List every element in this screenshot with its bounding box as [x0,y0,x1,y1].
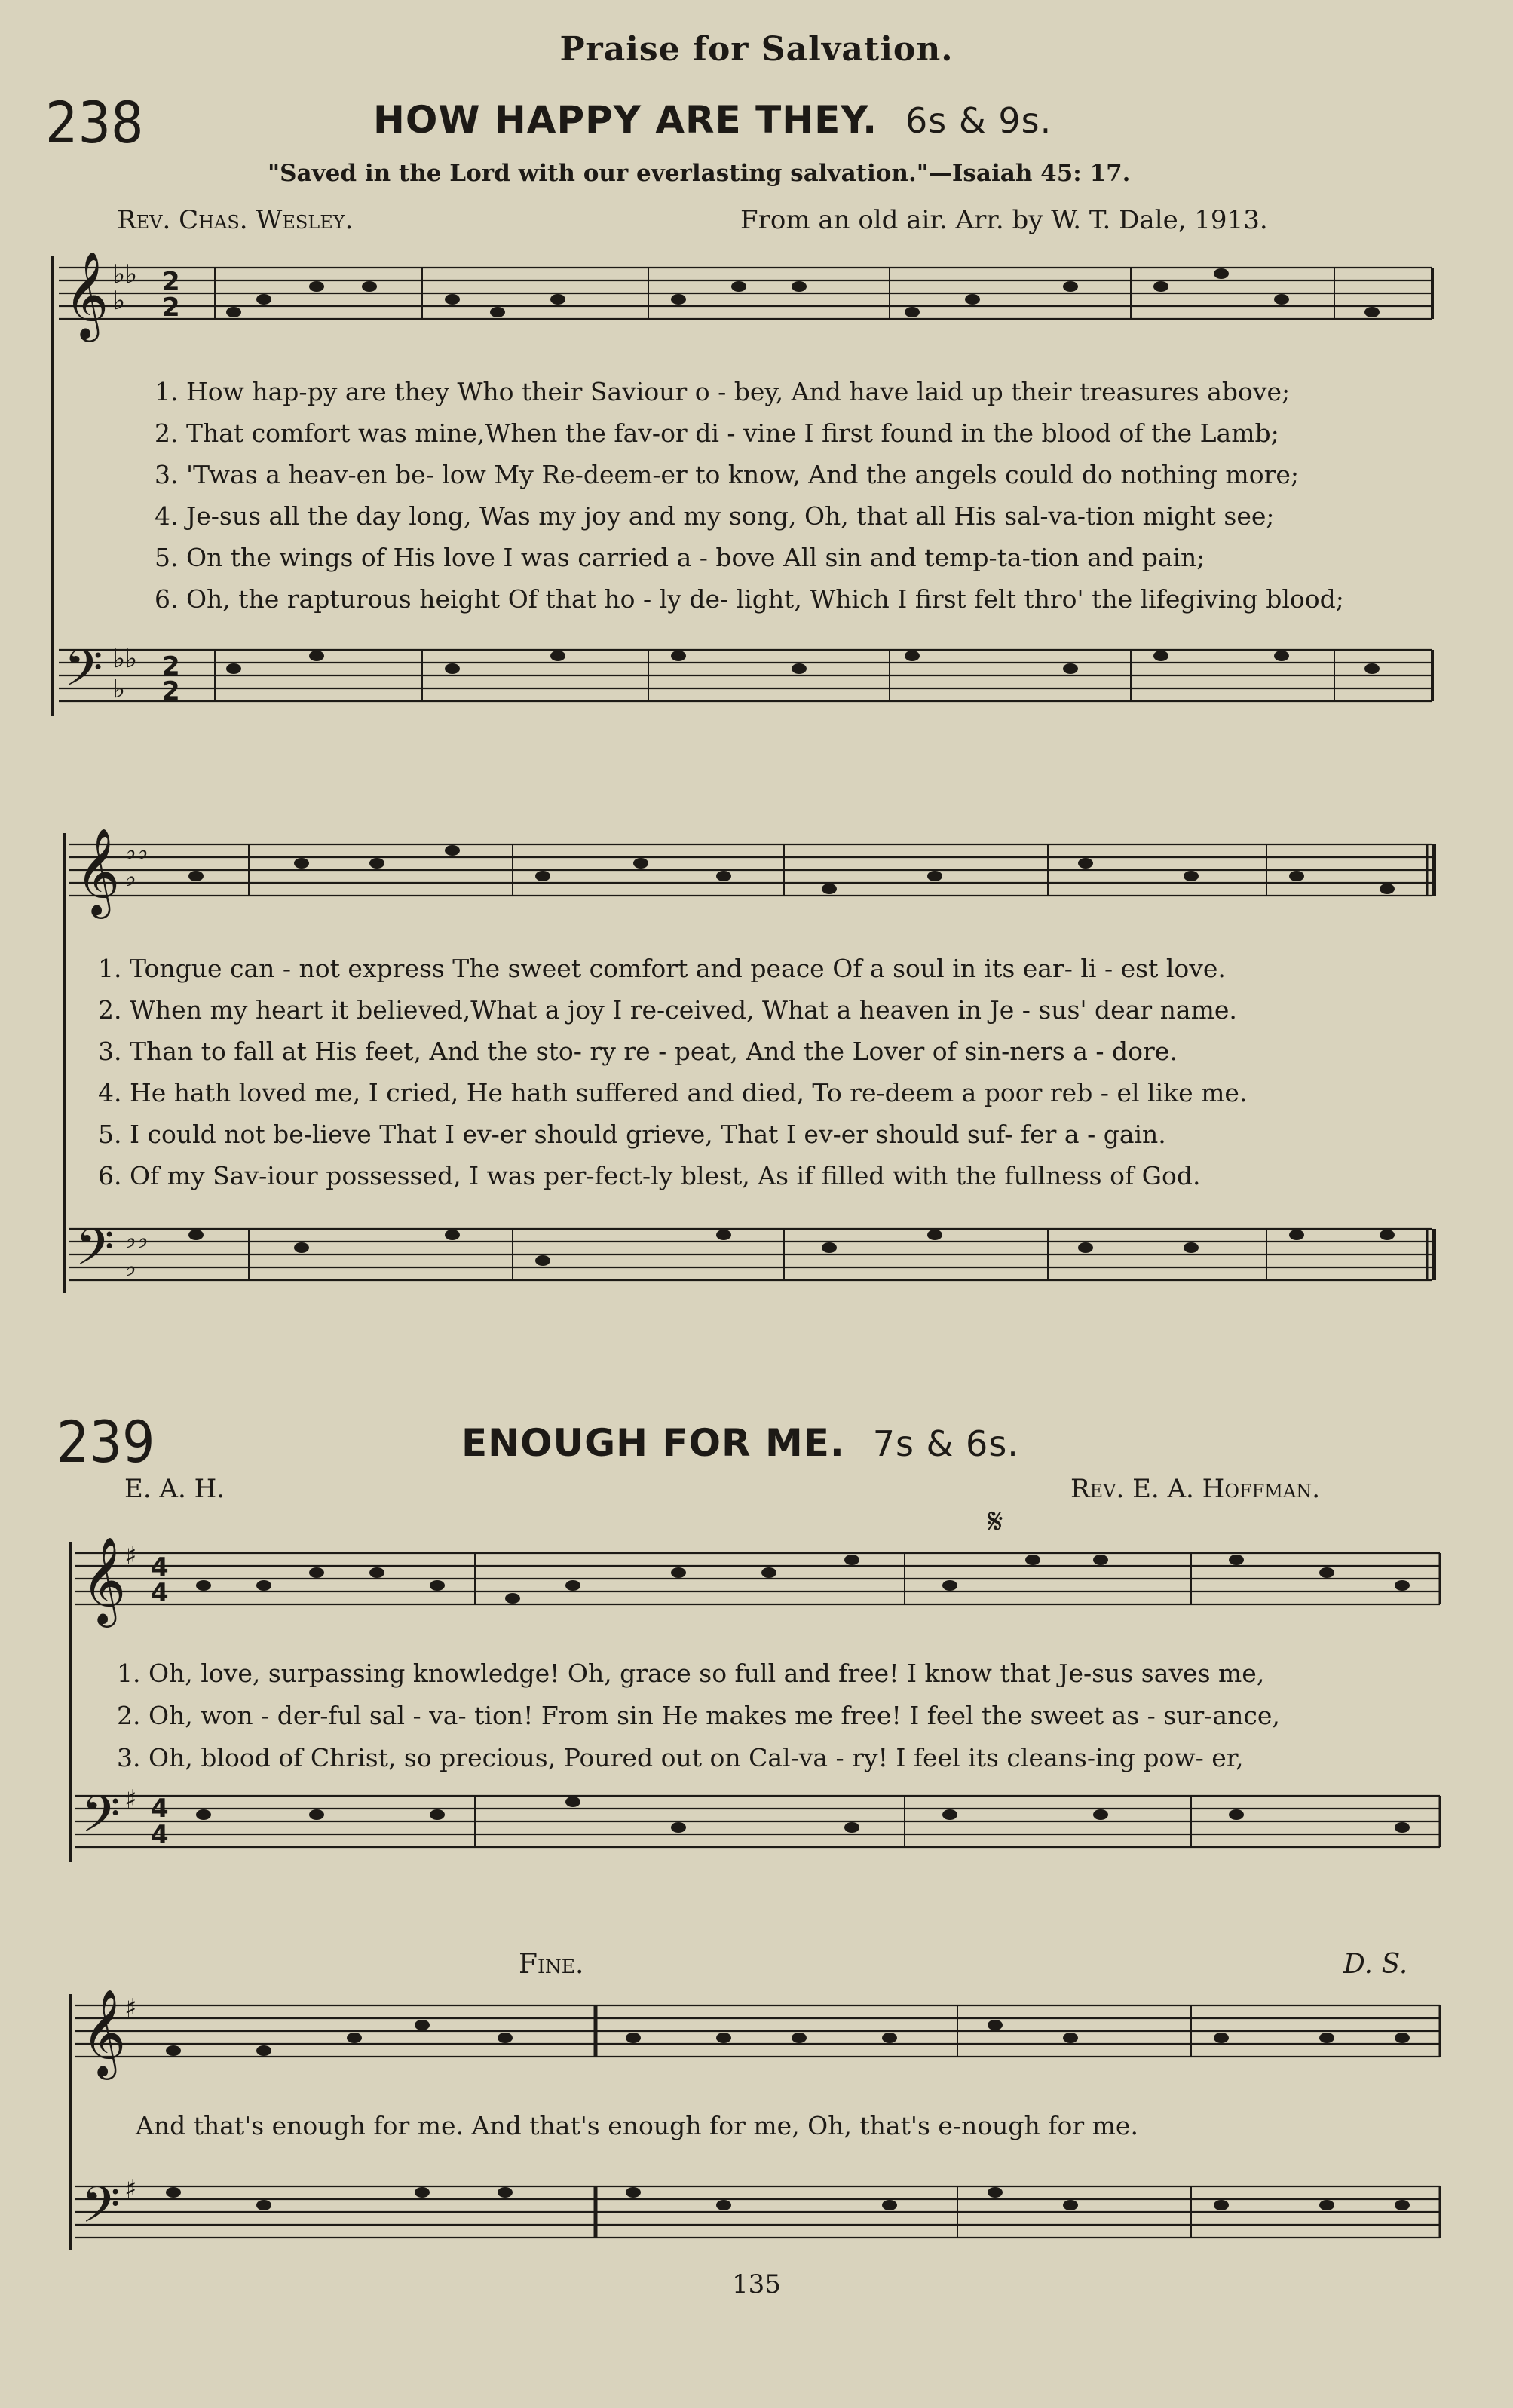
svg-text:♭♭: ♭♭ [124,836,149,866]
svg-text:♯: ♯ [124,2174,137,2204]
hymn-title-239 [461,1421,1019,1465]
svg-text:2: 2 [162,651,180,682]
hymn-author: E. A. H. [124,1474,225,1504]
verse-239-1-2: 2. Oh, won - der-ful sal - va- tion! From sin He makes me free! I feel the sweet as - sur-ance, [117,1701,1280,1730]
svg-text:2: 2 [162,293,180,323]
verse-238-2-1: 1. Tongue can - not express The sweet comfort and peace Of a soul in its ear- li - est love. [98,954,1226,983]
staff-238-1-bass [59,650,1432,701]
bass-clef-icon: 𝄢 [64,639,103,709]
verse-238-1-6: 6. Oh, the rapturous height Of that ho - ly de- light, Which I first felt thro' the lifegiving blood; [155,584,1344,614]
hymn-author: Rev. Chas. Wesley. [117,205,354,235]
hymn-number-239: 239 [57,1408,155,1475]
refrain-239: And that's enough for me. And that's enough for me, Oh, that's e-nough for me. [136,2111,1138,2140]
verse-238-2-3: 3. Than to fall at His feet, And the sto- ry re - peat, And the Lover of sin-ners a - dore. [98,1037,1178,1066]
verse-239-1-1: 1. Oh, love, surpassing knowledge! Oh, grace so full and free! I know that Je-sus saves me, [117,1659,1265,1688]
svg-text:4: 4 [151,1794,169,1824]
svg-text:4: 4 [151,1820,169,1850]
treble-clef-icon: 𝄞 [64,250,109,339]
treble-clef-icon: 𝄞 [81,1536,127,1624]
verse-238-1-2: 2. That comfort was mine,When the fav-or di - vine I first found in the blood of the Lamb; [155,418,1279,448]
svg-text:♭♭: ♭♭ [113,259,138,290]
svg-text:♭: ♭ [113,674,126,704]
hymn-title-text: HOW HAPPY ARE THEY. [373,98,878,142]
svg-text:♯: ♯ [124,1993,137,2024]
staff-239-1-bass [75,1796,1440,1847]
treble-clef-icon: 𝄞 [75,827,121,915]
svg-text:4: 4 [151,1578,169,1608]
svg-text:♭: ♭ [124,862,137,893]
verse-238-1-5: 5. On the wings of His love I was carried a - bove All sin and temp-ta-tion and pain; [155,543,1205,572]
svg-text:2: 2 [162,676,180,706]
ds-marking: D. S. [1343,1949,1408,1980]
staff-239-2-bass [75,2186,1440,2238]
verse-239-1-3: 3. Oh, blood of Christ, so precious, Poured out on Cal-va - ry! I feel its cleans-ing pow- er, [117,1743,1244,1772]
staff-238-2-treble [69,844,1432,896]
svg-text:2: 2 [162,267,180,297]
hymn-meter: 6s & 9s. [905,100,1052,141]
verse-238-2-5: 5. I could not be-lieve That I ev-er should grieve, That I ev-er should suf- fer a - gain. [98,1120,1166,1149]
svg-text:♭: ♭ [113,286,126,316]
segno-icon: 𝄋 [988,1500,1003,1543]
staff-238-2-bass [69,1229,1432,1280]
hymn-composer: From an old air. Arr. by W. T. Dale, 1913. [740,205,1268,235]
staff-239-2-treble [75,2005,1440,2057]
bass-clef-icon: 𝄢 [81,2176,121,2246]
fine-marking: Fine. [519,1949,584,1980]
svg-text:♭: ♭ [124,1252,137,1282]
hymn-composer: Rev. E. A. Hoffman. [1070,1474,1321,1504]
verse-238-1-3: 3. 'Twas a heav-en be- low My Re-deem-er to know, And the angels could do nothing more; [155,460,1299,489]
verse-238-2-6: 6. Of my Sav-iour possessed, I was per-fect-ly blest, As if filled with the fullness of God. [98,1161,1201,1190]
verse-238-2-2: 2. When my heart it believed,What a joy I re-ceived, What a heaven in Je - sus' dear name. [98,995,1237,1025]
svg-text:♭♭: ♭♭ [113,644,138,674]
section-title: Praise for Salvation. [559,30,954,69]
svg-text:♯: ♯ [124,1541,137,1571]
hymn-title-text: ENOUGH FOR ME. [461,1421,845,1465]
svg-text:♭♭: ♭♭ [124,1224,149,1255]
noteheads-239-1 [196,1555,1410,1833]
hymn-epigraph: "Saved in the Lord with our everlasting salvation."—Isaiah 45: 17. [268,160,1131,187]
page-number: 135 [732,2269,781,2299]
verse-238-1-1: 1. How hap-py are they Who their Saviour o - bey, And have laid up their treasures above; [155,377,1291,406]
bass-clef-icon: 𝄢 [75,1218,115,1288]
verse-238-1-4: 4. Je-sus all the day long, Was my joy and my song, Oh, that all His sal-va-tion might see; [155,501,1275,531]
treble-clef-icon: 𝄞 [81,1988,127,2076]
hymn-number-238: 238 [45,89,144,156]
svg-text:♯: ♯ [124,1785,137,1815]
verse-238-2-4: 4. He hath loved me, I cried, He hath suffered and died, To re-deem a poor reb - el like me. [98,1078,1248,1107]
bass-clef-icon: 𝄢 [81,1785,121,1855]
svg-text:4: 4 [151,1552,169,1582]
hymn-meter: 7s & 6s. [872,1423,1019,1464]
